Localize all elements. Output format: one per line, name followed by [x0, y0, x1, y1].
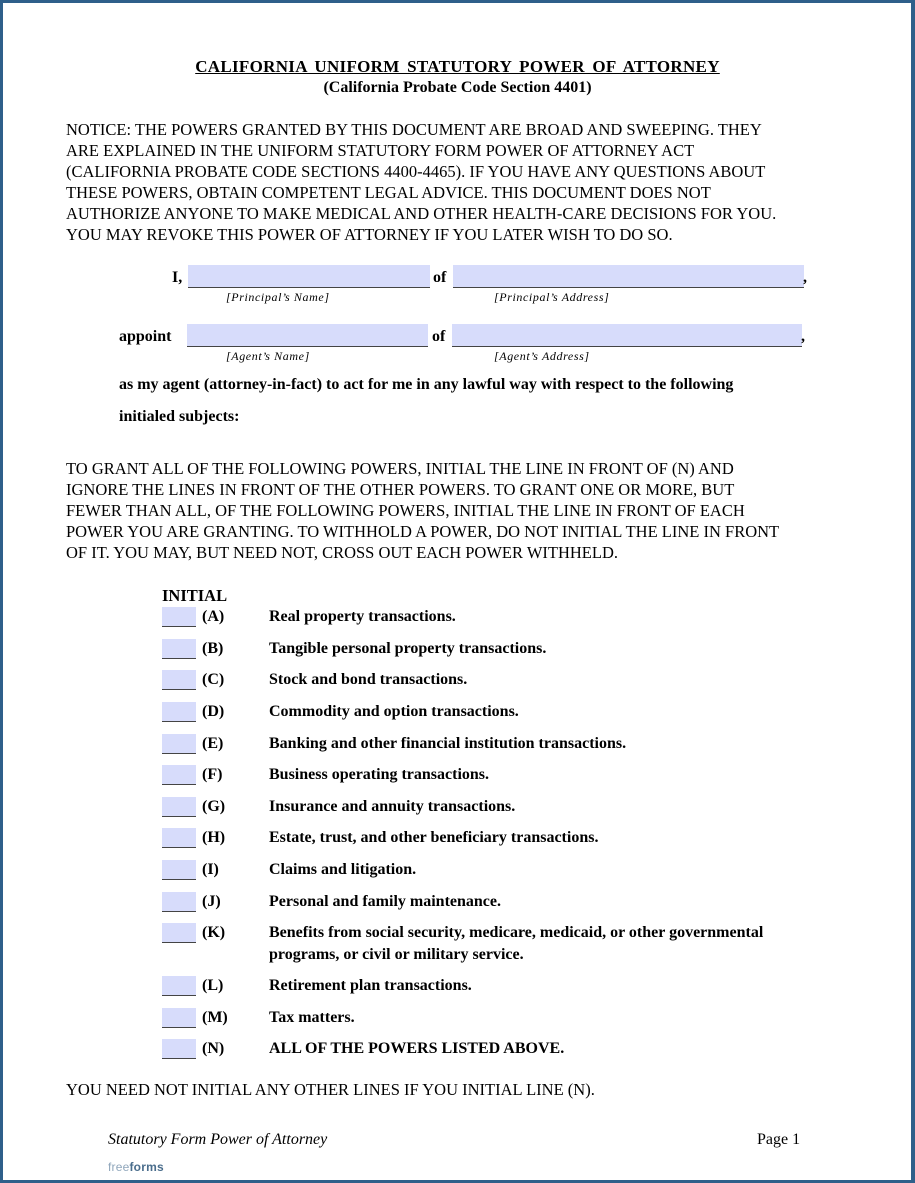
agent-statement-line: as my agent (attorney-in-fact) to act for me in any lawful way with respect to the following [119, 376, 734, 393]
document-subtitle: (California Probate Code Section 4401) [323, 79, 592, 96]
power-text: ALL OF THE POWERS LISTED ABOVE. [269, 1040, 565, 1057]
initial-field-d[interactable] [162, 702, 196, 722]
principal-address-field[interactable] [453, 265, 804, 288]
power-text: Retirement plan transactions. [269, 977, 472, 994]
power-letter: (L) [202, 977, 224, 994]
power-text: Insurance and annuity transactions. [269, 798, 516, 815]
power-letter: (N) [202, 1040, 225, 1057]
closing-note: YOU NEED NOT INITIAL ANY OTHER LINES IF YOU INITIAL LINE (N). [66, 1080, 595, 1099]
power-letter: (H) [202, 829, 226, 846]
agent-trailing-comma: , [801, 328, 805, 345]
power-text: Tangible personal property transactions. [269, 640, 547, 657]
power-letter: (M) [202, 1009, 228, 1026]
power-letter: (D) [202, 703, 225, 720]
principal-trailing-comma: , [803, 269, 807, 286]
power-letter: (E) [202, 735, 224, 752]
power-letter: (K) [202, 924, 226, 941]
footer-form-name: Statutory Form Power of Attorney [108, 1131, 328, 1148]
power-letter: (I) [202, 861, 219, 878]
instruction-line: POWER YOU ARE GRANTING. TO WITHHOLD A POWER, DO NOT INITIAL THE LINE IN FRONT [66, 522, 780, 541]
notice-line: AUTHORIZE ANYONE TO MAKE MEDICAL AND OTHER HEALTH-CARE DECISIONS FOR YOU. [66, 204, 777, 223]
notice-line: NOTICE: THE POWERS GRANTED BY THIS DOCUMENT ARE BROAD AND SWEEPING. THEY [66, 120, 762, 139]
initial-column-header: INITIAL [162, 586, 228, 605]
power-text: Banking and other financial institution transactions. [269, 735, 627, 752]
principal-prefix: I, [172, 269, 183, 286]
power-letter: (B) [202, 640, 224, 657]
initial-field-l[interactable] [162, 976, 196, 996]
agent-address-caption: [Agent’s Address] [494, 349, 590, 363]
principal-of-label: of [433, 269, 447, 286]
agent-of-label: of [432, 328, 446, 345]
notice-line: YOU MAY REVOKE THIS POWER OF ATTORNEY IF YOU LATER WISH TO DO SO. [66, 225, 673, 244]
power-text-continued: programs, or civil or military service. [269, 946, 524, 963]
power-text: Real property transactions. [269, 608, 456, 625]
power-letter: (F) [202, 766, 223, 783]
power-text: Commodity and option transactions. [269, 703, 519, 720]
power-text: Benefits from social security, medicare, medicaid, or other governmental [269, 924, 764, 941]
power-text: Estate, trust, and other beneficiary transactions. [269, 829, 599, 846]
power-letter: (G) [202, 798, 226, 815]
power-text: Personal and family maintenance. [269, 893, 501, 910]
agent-name-caption: [Agent’s Name] [226, 349, 310, 363]
notice-line: ARE EXPLAINED IN THE UNIFORM STATUTORY FORM POWER OF ATTORNEY ACT [66, 141, 695, 160]
principal-name-field[interactable] [188, 265, 430, 288]
agent-statement-line: initialed subjects: [119, 408, 240, 425]
logo-text-part2: forms [129, 1160, 164, 1174]
agent-prefix: appoint [119, 328, 172, 345]
initial-field-b[interactable] [162, 639, 196, 659]
initial-field-c[interactable] [162, 670, 196, 690]
notice-line: THESE POWERS, OBTAIN COMPETENT LEGAL ADVICE. THIS DOCUMENT DOES NOT [66, 183, 711, 202]
power-text: Claims and litigation. [269, 861, 417, 878]
power-letter: (A) [202, 608, 225, 625]
power-text: Business operating transactions. [269, 766, 490, 783]
initial-field-f[interactable] [162, 765, 196, 785]
agent-name-field[interactable] [187, 324, 428, 347]
agent-address-field[interactable] [452, 324, 802, 347]
instruction-line: FEWER THAN ALL, OF THE FOLLOWING POWERS, INITIAL THE LINE IN FRONT OF EACH [66, 501, 745, 520]
power-text: Tax matters. [269, 1009, 355, 1026]
notice-paragraph [66, 119, 856, 245]
principal-address-caption: [Principal’s Address] [494, 290, 610, 304]
document-title: CALIFORNIA UNIFORM STATUTORY POWER OF ATTORNEY [195, 57, 720, 76]
logo-text-part1: free [108, 1160, 130, 1174]
initial-field-g[interactable] [162, 797, 196, 817]
initial-field-h[interactable] [162, 828, 196, 848]
initial-field-n[interactable] [162, 1039, 196, 1059]
power-letter: (C) [202, 671, 225, 688]
principal-name-caption: [Principal’s Name] [226, 290, 330, 304]
initial-field-j[interactable] [162, 892, 196, 912]
initial-field-i[interactable] [162, 860, 196, 880]
instruction-line: TO GRANT ALL OF THE FOLLOWING POWERS, INITIAL THE LINE IN FRONT OF (N) AND [66, 459, 734, 478]
instruction-line: IGNORE THE LINES IN FRONT OF THE OTHER POWERS. TO GRANT ONE OR MORE, BUT [66, 480, 735, 499]
notice-line: (CALIFORNIA PROBATE CODE SECTIONS 4400-4465). IF YOU HAVE ANY QUESTIONS ABOUT [66, 162, 766, 181]
initial-field-m[interactable] [162, 1008, 196, 1028]
footer-page-number: Page 1 [757, 1131, 801, 1148]
power-text: Stock and bond transactions. [269, 671, 468, 688]
initial-field-a[interactable] [162, 607, 196, 627]
power-letter: (J) [202, 893, 221, 910]
initial-field-e[interactable] [162, 734, 196, 754]
initial-field-k[interactable] [162, 923, 196, 943]
instruction-line: OF IT. YOU MAY, BUT NEED NOT, CROSS OUT EACH POWER WITHHELD. [66, 543, 619, 562]
instructions-paragraph [66, 458, 856, 563]
freeforms-logo [108, 1160, 164, 1174]
